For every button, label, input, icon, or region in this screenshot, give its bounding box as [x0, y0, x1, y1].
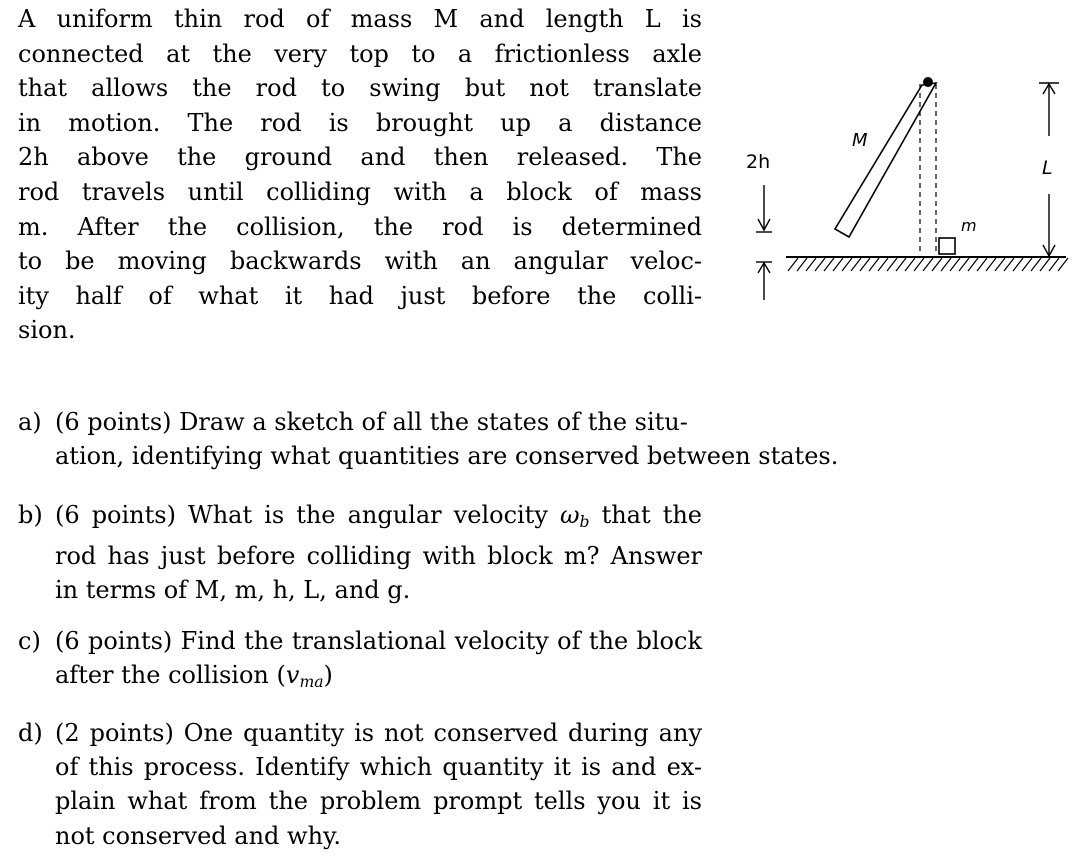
intro-line: in motion. The rod is brought up a distance — [18, 108, 702, 137]
rod — [835, 83, 936, 237]
question-text: in terms of M, m, h, L, and g. — [55, 576, 411, 605]
intro-line: 2h above the ground and then released. The — [18, 143, 702, 172]
question-label: a) — [18, 408, 42, 436]
question-d — [18, 716, 702, 853]
question-a — [18, 405, 838, 473]
axle-pivot — [923, 77, 933, 87]
question-text: ation, identifying what quantities are conserved between states. — [55, 442, 839, 471]
question-b — [18, 498, 702, 608]
intro-line: A uniform thin rod of mass M and length L is — [18, 5, 702, 33]
label-2h: 2h — [746, 151, 771, 173]
block-m — [939, 238, 955, 254]
question-text: (2 points) One quantity is not conserved during any — [55, 719, 702, 747]
intro-line: ity half of what it had just before the colli- — [18, 281, 702, 310]
question-label: b) — [18, 501, 43, 529]
question-c — [18, 624, 702, 699]
intro-line: rod travels until colliding with a block of mass — [18, 177, 702, 206]
question-text: rod has just before colliding with block m? Answer — [55, 542, 702, 571]
label-block-mass: m — [961, 216, 977, 235]
question-text: plain what from the problem prompt tells you it is — [55, 787, 702, 816]
height-dimension — [756, 185, 772, 300]
question-text: (6 points) Draw a sketch of all the states of the situ- — [55, 408, 688, 436]
problem-intro — [18, 2, 702, 348]
question-text: (6 points) Find the translational velocity of the block — [55, 627, 702, 655]
intro-line: that allows the rod to swing but not translate — [18, 74, 702, 103]
question-label: d) — [18, 719, 43, 747]
intro-line: m. After the collision, the rod is determined — [18, 212, 702, 241]
question-text: after the collision $(v_{ma})$ — [55, 661, 333, 692]
question-text: of this process. Identify which quantity it is and ex- — [55, 753, 702, 782]
intro-line: to be moving backwards with an angular veloc- — [18, 247, 702, 276]
question-text: (6 points) What is the angular velocity $\omega_b$ that the — [55, 501, 702, 531]
label-rod-mass: M — [852, 130, 868, 151]
ground-hatching — [788, 258, 1068, 271]
rod-pendulum-figure — [736, 70, 1070, 300]
intro-line: connected at the very top to a frictionless axle — [18, 39, 702, 68]
question-label: c) — [18, 627, 41, 655]
question-text: not conserved and why. — [55, 821, 342, 850]
intro-line: sion. — [18, 316, 76, 345]
label-length: L — [1042, 157, 1053, 179]
